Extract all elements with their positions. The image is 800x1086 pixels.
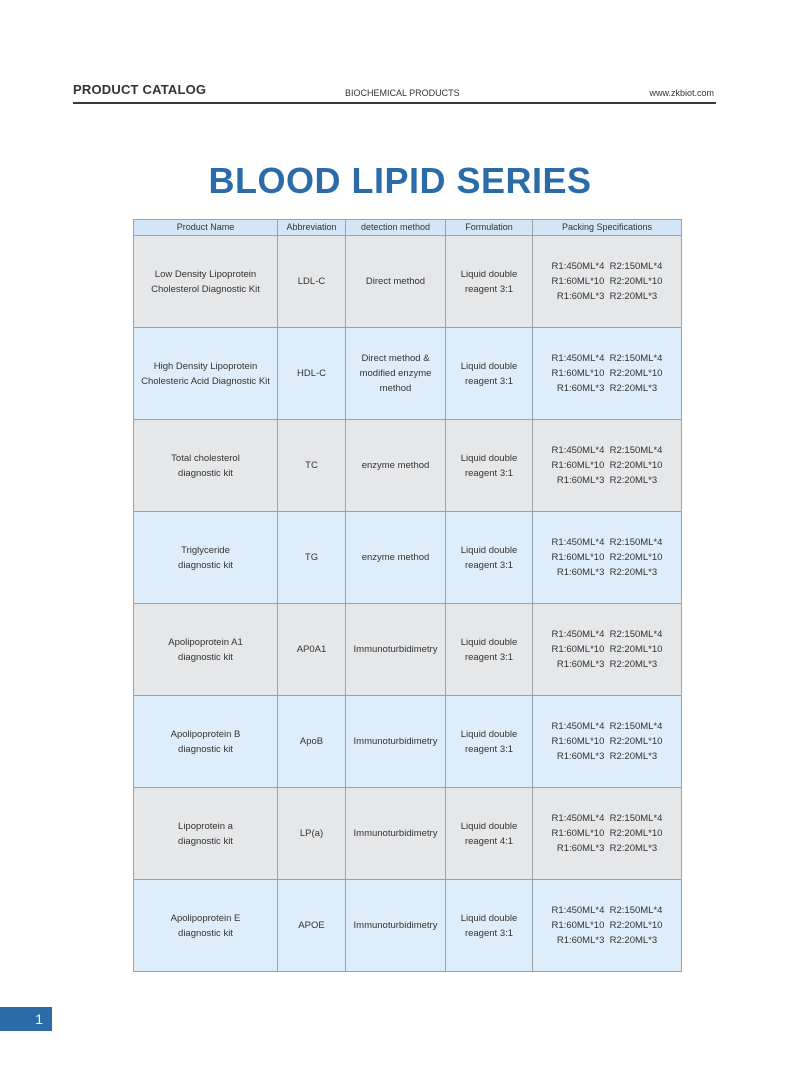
formulation-line: Liquid double [460, 268, 518, 280]
formulation-line: reagent 3:1 [464, 283, 514, 295]
table-row [134, 512, 682, 604]
packing-line: R1:450ML*4 R2:150ML*4 [551, 353, 663, 364]
product-name-cell [134, 236, 278, 328]
packing-line: R1:450ML*4 R2:150ML*4 [551, 905, 663, 916]
abbreviation-cell: TC [278, 420, 346, 512]
abbreviation-cell: ApoB [278, 696, 346, 788]
packing-cell [533, 512, 682, 604]
formulation-cell [446, 236, 533, 328]
product-name-line: Apolipoprotein A1 [168, 636, 243, 648]
table-row [134, 236, 682, 328]
detection-method-cell [346, 512, 446, 604]
packing-cell [533, 696, 682, 788]
detection-method-line: Direct method [365, 276, 426, 287]
detection-method-line: enzyme method [361, 460, 430, 471]
formulation-line: Liquid double [460, 636, 518, 648]
product-name-cell [134, 420, 278, 512]
formulation-line: reagent 3:1 [464, 375, 514, 387]
formulation-line: Liquid double [460, 728, 518, 740]
detection-method-line: modified enzyme [359, 368, 432, 379]
abbreviation-cell: LDL-C [278, 236, 346, 328]
detection-method-line: Immunoturbidimetry [353, 828, 438, 839]
packing-line: R1:60ML*3 R2:20ML*3 [556, 291, 658, 302]
detection-method-line: enzyme method [361, 552, 430, 563]
formulation-line: reagent 4:1 [464, 835, 514, 847]
packing-cell [533, 328, 682, 420]
formulation-line: reagent 3:1 [464, 467, 514, 479]
website-link[interactable]: www.zkbiot.com [649, 88, 714, 98]
packing-line: R1:60ML*3 R2:20ML*3 [556, 751, 658, 762]
abbreviation-cell: TG [278, 512, 346, 604]
catalog-label: PRODUCT CATALOG [73, 82, 207, 97]
product-name-line: High Density Lipoprotein [153, 360, 258, 372]
product-name-line: diagnostic kit [178, 743, 233, 755]
product-name-line: Low Density Lipoprotein [154, 268, 257, 280]
abbreviation-cell: HDL-C [278, 328, 346, 420]
product-name-cell [134, 604, 278, 696]
product-name-line: Apolipoprotein B [170, 728, 241, 740]
column-header-packing: Packing Specifications [533, 220, 682, 236]
detection-method-cell [346, 788, 446, 880]
formulation-cell [446, 328, 533, 420]
abbreviation-cell: APOE [278, 880, 346, 972]
product-name-cell [134, 696, 278, 788]
packing-line: R1:60ML*3 R2:20ML*3 [556, 935, 658, 946]
formulation-line: Liquid double [460, 360, 518, 372]
packing-line: R1:60ML*3 R2:20ML*3 [556, 383, 658, 394]
packing-cell [533, 236, 682, 328]
product-name-line: Lipoprotein a [178, 820, 233, 832]
packing-line: R1:60ML*3 R2:20ML*3 [556, 567, 658, 578]
column-header-abbreviation: Abbreviation [278, 220, 346, 236]
detection-method-line: Direct method & [361, 353, 430, 364]
table-row [134, 880, 682, 972]
packing-cell [533, 420, 682, 512]
packing-line: R1:60ML*10 R2:20ML*10 [551, 368, 663, 379]
column-header-product-name: Product Name [134, 220, 278, 236]
product-name-line: diagnostic kit [178, 651, 233, 663]
abbreviation-cell: LP(a) [278, 788, 346, 880]
formulation-cell [446, 512, 533, 604]
formulation-cell [446, 880, 533, 972]
formulation-cell [446, 604, 533, 696]
packing-line: R1:450ML*4 R2:150ML*4 [551, 629, 663, 640]
page-title: BLOOD LIPID SERIES [208, 160, 592, 201]
table-row [134, 328, 682, 420]
packing-line: R1:450ML*4 R2:150ML*4 [551, 261, 663, 272]
packing-line: R1:450ML*4 R2:150ML*4 [551, 537, 663, 548]
detection-method-line: Immunoturbidimetry [353, 920, 438, 931]
abbreviation-cell: AP0A1 [278, 604, 346, 696]
formulation-cell [446, 788, 533, 880]
packing-line: R1:60ML*10 R2:20ML*10 [551, 460, 663, 471]
packing-line: R1:60ML*10 R2:20ML*10 [551, 644, 663, 655]
product-name-line: diagnostic kit [178, 927, 233, 939]
column-header-formulation: Formulation [446, 220, 533, 236]
formulation-line: reagent 3:1 [464, 743, 514, 755]
packing-line: R1:60ML*10 R2:20ML*10 [551, 828, 663, 839]
product-name-line: Triglyceride [181, 544, 230, 556]
product-name-cell [134, 328, 278, 420]
formulation-line: Liquid double [460, 820, 518, 832]
packing-line: R1:60ML*10 R2:20ML*10 [551, 920, 663, 931]
formulation-line: reagent 3:1 [464, 651, 514, 663]
detection-method-line: Immunoturbidimetry [353, 736, 438, 747]
product-name-line: diagnostic kit [178, 559, 233, 571]
packing-line: R1:60ML*10 R2:20ML*10 [551, 276, 663, 287]
product-name-line: Cholesterol Diagnostic Kit [151, 283, 260, 295]
packing-cell [533, 788, 682, 880]
packing-line: R1:450ML*4 R2:150ML*4 [551, 445, 663, 456]
packing-cell [533, 880, 682, 972]
formulation-line: reagent 3:1 [464, 559, 514, 571]
detection-method-line: method [379, 383, 412, 394]
product-name-line: diagnostic kit [178, 835, 233, 847]
product-name-line: diagnostic kit [178, 467, 233, 479]
formulation-line: reagent 3:1 [464, 927, 514, 939]
table-header-row [134, 220, 682, 236]
detection-method-cell [346, 328, 446, 420]
formulation-line: Liquid double [460, 452, 518, 464]
table-row [134, 420, 682, 512]
packing-cell [533, 604, 682, 696]
packing-line: R1:60ML*10 R2:20ML*10 [551, 552, 663, 563]
table-row [134, 604, 682, 696]
page-header [73, 82, 716, 104]
packing-line: R1:60ML*10 R2:20ML*10 [551, 736, 663, 747]
product-name-cell [134, 880, 278, 972]
detection-method-cell [346, 420, 446, 512]
product-name-cell [134, 788, 278, 880]
page-number: 1 [0, 1007, 52, 1031]
detection-method-cell [346, 604, 446, 696]
detection-method-line: Immunoturbidimetry [353, 644, 438, 655]
packing-line: R1:450ML*4 R2:150ML*4 [551, 721, 663, 732]
product-table [133, 219, 682, 972]
table-row [134, 788, 682, 880]
product-name-line: Total cholesterol [171, 452, 240, 464]
formulation-line: Liquid double [460, 912, 518, 924]
product-name-line: Cholesteric Acid Diagnostic Kit [141, 375, 270, 387]
packing-line: R1:60ML*3 R2:20ML*3 [556, 843, 658, 854]
detection-method-cell [346, 236, 446, 328]
packing-line: R1:450ML*4 R2:150ML*4 [551, 813, 663, 824]
detection-method-cell [346, 880, 446, 972]
product-name-line: Apolipoprotein E [170, 912, 241, 924]
packing-line: R1:60ML*3 R2:20ML*3 [556, 659, 658, 670]
detection-method-cell [346, 696, 446, 788]
product-name-cell [134, 512, 278, 604]
formulation-line: Liquid double [460, 544, 518, 556]
formulation-cell [446, 696, 533, 788]
packing-line: R1:60ML*3 R2:20ML*3 [556, 475, 658, 486]
formulation-cell [446, 420, 533, 512]
table-row [134, 696, 682, 788]
column-header-detection-method: detection method [346, 220, 446, 236]
section-label: BIOCHEMICAL PRODUCTS [345, 88, 460, 98]
